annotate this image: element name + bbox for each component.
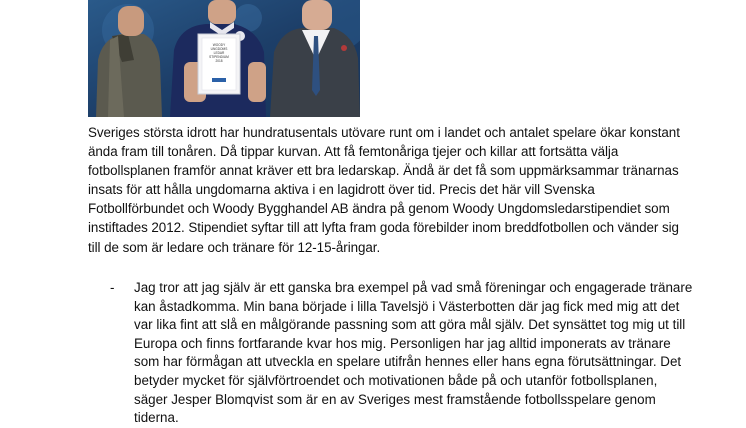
plaque-line-1: WOODY (212, 43, 226, 47)
award-plaque (198, 34, 240, 94)
intro-line-3: fotbollsplanen framför annat kräver ett bra ledarskap. Ändå är det få som uppmärksammar tränarnas (88, 163, 679, 179)
quote-line-1: Jag tror att jag själv är ett ganska bra exempel på vad små föreningar och engagerade tränare (134, 280, 693, 295)
award-ceremony-photo (88, 0, 360, 117)
intro-line-7: till de som är ledare och tränare för 12-15-åringar. (88, 239, 381, 255)
quote-line-4: Europa och finns fortfarande kvar hos mig. Personligen har jag alltid imponerats av tränare (134, 335, 671, 351)
plaque-line-5: 2018 (215, 59, 223, 63)
quote-line-6: betyder mycket för självförtroendet och motivationen både på och utanför fotbollsplanen, (134, 372, 658, 388)
award-photo-illustration (88, 0, 360, 117)
intro-line-1: Sveriges största idrott har hundratusentals utövare runt om i landet och antalet spelare ökar konstant (88, 125, 680, 140)
bullet-dash: - (110, 280, 115, 295)
intro-paragraph (88, 123, 718, 257)
quote-line-2: kan åstadkomma. Min bana började i lilla Tavelsjö i Västerbotten där jag fick med mig att det (134, 298, 680, 314)
intro-line-6: instiftades 2012. Stipendiet syftar till att lyfta fram goda förebilder inom breddfotbollen och vänder sig (88, 220, 679, 236)
plaque-line-3: LEDAR (213, 51, 225, 55)
quote-line-7: säger Jesper Blomqvist som är en av Sveriges mest framstående fotbollsspelare genom (134, 391, 656, 407)
quote-line-5: som har förmågan att utveckla en spelare utifrån hennes eller hans egna förutsättningar. Det (134, 354, 682, 370)
intro-line-4: insats för att hålla ungdomarna aktiva i en lagidrott över tid. Precis det här vill Svenska (88, 182, 595, 198)
intro-line-2: ända fram till tonåren. Då tippar kurvan. Att få femtonåriga tjejer och killar att fortsätta välja (88, 144, 619, 160)
plaque-line-2: UNGDOMS (210, 47, 228, 51)
plaque-logo-icon (212, 78, 226, 82)
plaque-line-4: STIPENDIUM (209, 55, 229, 59)
quote-text (134, 279, 724, 428)
quote-line-3: var lika fint att slå en målgörande passning som att göra mål själv. Det synsättet tog mig ut till (134, 317, 686, 333)
quote-line-8: tiderna. (134, 410, 179, 426)
intro-line-5: Fotbollförbundet och Woody Bygghandel AB ändra på genom Woody Ungdomsledarstipendiet som (88, 201, 670, 217)
